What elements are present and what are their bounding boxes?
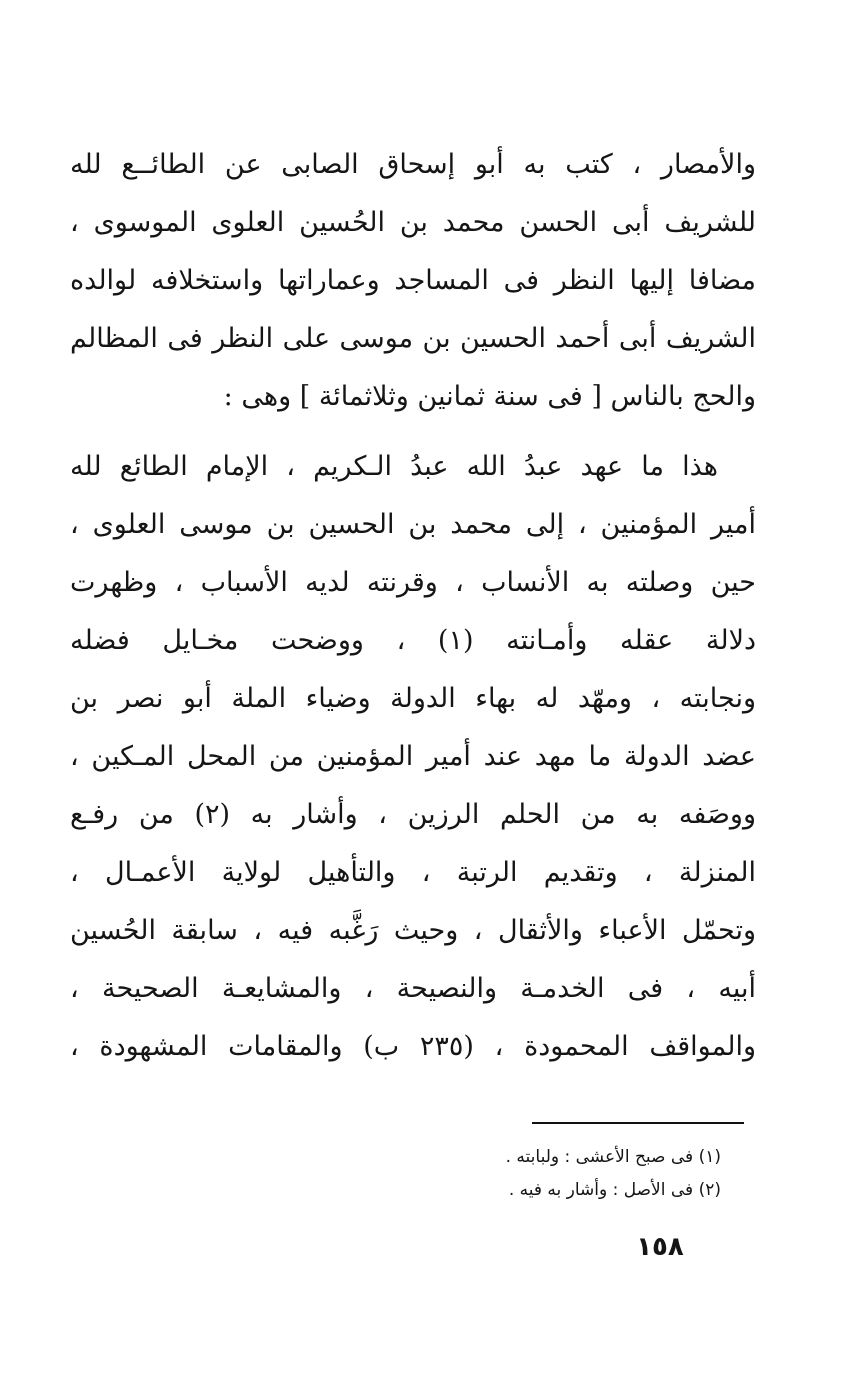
text-line: والحج بالناس [ فى سنة ثمانين وثلاثمائة ] وهى : [223,381,756,412]
text-line: مضافا إليها النظر فى المساجد وعماراتها واستخلافه لوالده [70,265,756,296]
text-line: الشريف أبى أحمد الحسين بن موسى على النظر فى المظالم [70,323,756,354]
footnotes [321,1141,721,1207]
text-line: للشريف أبى الحسن محمد بن الحُسين العلوى الموسوى ، [70,207,756,238]
text-line: عضد الدولة ما مهد عند أمير المؤمنين من المحل المـكين ، [70,741,756,772]
text-line: أمير المؤمنين ، إلى محمد بن الحسين بن موسى العلوى ، [70,509,756,540]
text-line: والأمصار ، كتب به أبو إسحاق الصابى عن الطائــع لله [70,149,756,180]
text-line: ونجابته ، ومهّد له بهاء الدولة وضياء الملة أبو نصر بن [70,683,756,714]
paragraph-heading-intro [70,136,756,426]
text-line: ووصَفه به من الحلم الرزين ، وأشار به (٢) من رفـع [70,799,756,830]
text-line: والمواقف المحمودة ، (٢٣٥ ب) والمقامات المشهودة ، [70,1031,756,1062]
text-line: دلالة عقله وأمـانته (١) ، ووضحت مخـايل فضله [70,625,756,656]
text-line: هذا ما عهد عبدُ الله عبدُ الـكريم ، الإمام الطائع لله [70,451,718,482]
paragraph-decree-text [70,438,756,1076]
text-line: حين وصلته به الأنساب ، وقرنته لديه الأسباب ، وظهرت [70,567,756,598]
footnote-item: (١) فى صبح الأعشى : ولبابته . [505,1147,721,1167]
text-line: أبيه ، فى الخدمـة والنصيحة ، والمشايعـة الصحيحة ، [70,973,756,1004]
footnote-separator-rule [532,1122,744,1124]
text-line: المنزلة ، وتقديم الرتبة ، والتأهيل لولاية الأعمـال ، [70,857,756,888]
footnote-item: (٢) فى الأصل : وأشار به فيه . [508,1180,721,1200]
text-line: وتحمّل الأعباء والأثقال ، وحيث رَغَّبه فيه ، سابقة الحُسين [70,915,756,946]
page-number: ١٥٨ [636,1232,684,1262]
